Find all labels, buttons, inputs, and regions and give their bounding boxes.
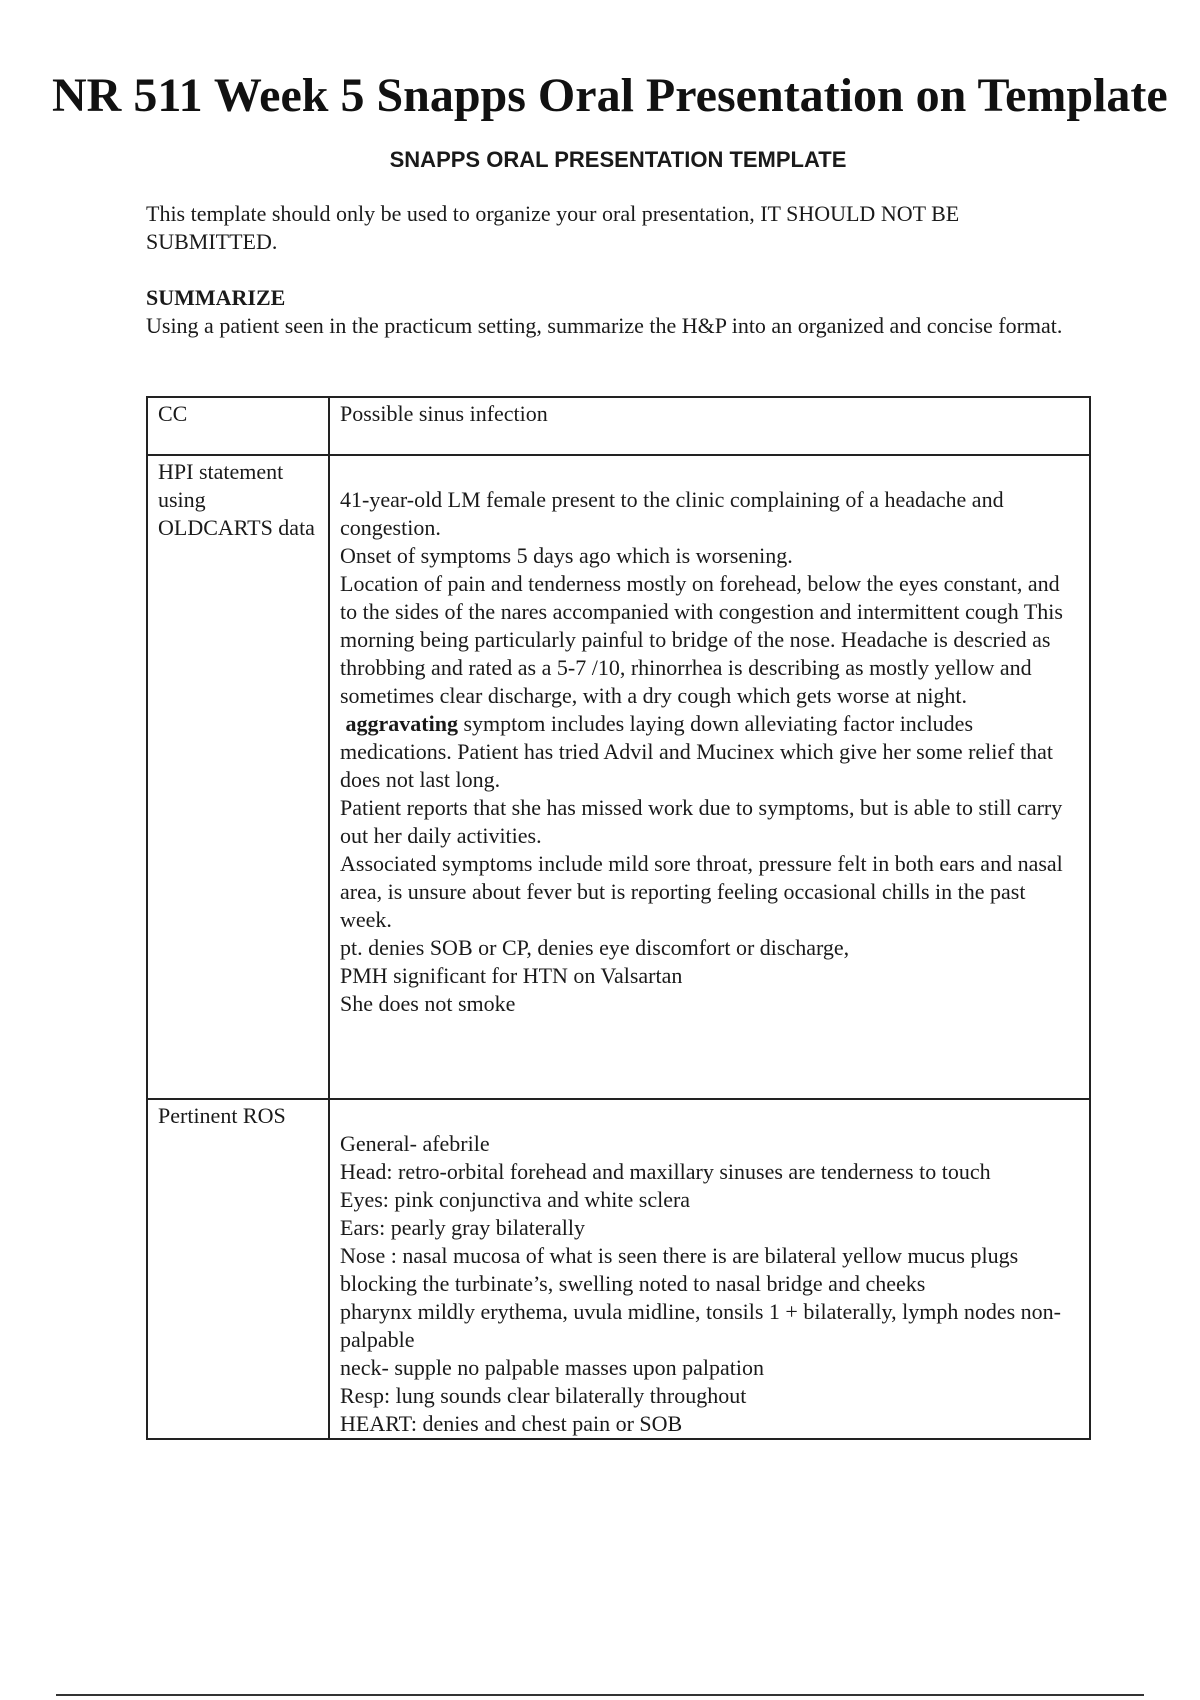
hpi-line: Patient reports that she has missed work due to symptoms, but is able to still carry out her daily activities. bbox=[340, 795, 1063, 848]
aggravating-term: aggravating bbox=[345, 711, 458, 736]
hpi-value-cell bbox=[329, 455, 1090, 1099]
hpi-line: PMH significant for HTN on Valsartan bbox=[340, 963, 683, 988]
ros-line: Nose : nasal mucosa of what is seen there is are bilateral yellow mucus plugs blocking the turbinate’s, swelling noted to nasal bridge and cheeks bbox=[340, 1243, 1019, 1296]
table-row-cc bbox=[147, 397, 1090, 455]
hpi-line: 41-year-old LM female present to the clinic complaining of a headache and congestion. bbox=[340, 487, 1004, 540]
ros-label-cell: Pertinent ROS bbox=[147, 1099, 329, 1439]
ros-line: pharynx mildly erythema, uvula midline, tonsils 1 + bilaterally, lymph nodes non-palpable bbox=[340, 1299, 1061, 1352]
ros-line: HEART: denies and chest pain or SOB bbox=[340, 1411, 683, 1436]
cc-value-cell: Possible sinus infection bbox=[329, 397, 1090, 455]
hp-summary-table bbox=[146, 396, 1091, 1440]
ros-value-cell bbox=[329, 1099, 1090, 1439]
ros-line: General- afebrile bbox=[340, 1131, 490, 1156]
aggravating-text: symptom includes laying down alleviating factor includes medications. Patient has tried Advil and Mucinex which give her some relief that does not last long. bbox=[340, 711, 1053, 792]
ros-line: Resp: lung sounds clear bilaterally throughout bbox=[340, 1383, 747, 1408]
ros-line: Head: retro-orbital forehead and maxillary sinuses are tenderness to touch bbox=[340, 1159, 991, 1184]
table-row-hpi bbox=[147, 455, 1090, 1099]
hpi-label-cell: HPI statement using OLDCARTS data bbox=[147, 455, 329, 1099]
ros-line: neck- supple no palpable masses upon palpation bbox=[340, 1355, 765, 1380]
section-description: Using a patient seen in the practicum setting, summarize the H&P into an organized and concise format. bbox=[146, 313, 1063, 338]
hpi-line: Onset of symptoms 5 days ago which is worsening. bbox=[340, 543, 793, 568]
template-heading: SNAPPS ORAL PRESENTATION TEMPLATE bbox=[389, 147, 847, 172]
ros-line: Ears: pearly gray bilaterally bbox=[340, 1215, 585, 1240]
page-title: NR 511 Week 5 Snapps Oral Presentation on Template bbox=[52, 69, 1168, 122]
intro-paragraph: This template should only be used to organize your oral presentation, IT SHOULD NOT BE SUBMITTED. bbox=[146, 201, 960, 254]
ros-line: Eyes: pink conjunctiva and white sclera bbox=[340, 1187, 691, 1212]
footer-divider bbox=[56, 1694, 1144, 1696]
section-label-summarize: SUMMARIZE bbox=[146, 285, 286, 310]
hpi-line: Location of pain and tenderness mostly on forehead, below the eyes constant, and to the sides of the nares accompanied with congestion and intermittent cough This morning being particularly painful to bridge of the nose. Headache is descried as throbbing and rated as a 5-7 /10, rhinorrhea is describing as mostly yellow and sometimes clear discharge, with a dry cough which gets worse at night. bbox=[340, 571, 1063, 708]
cc-label-cell: CC bbox=[147, 397, 329, 455]
table-row-ros bbox=[147, 1099, 1090, 1439]
hpi-line: Associated symptoms include mild sore throat, pressure felt in both ears and nasal area, is unsure about fever but is reporting feeling occasional chills in the past week. bbox=[340, 851, 1063, 932]
hpi-line: She does not smoke bbox=[340, 991, 516, 1016]
hpi-line-aggravating bbox=[340, 710, 1080, 794]
hpi-line: pt. denies SOB or CP, denies eye discomfort or discharge, bbox=[340, 935, 850, 960]
